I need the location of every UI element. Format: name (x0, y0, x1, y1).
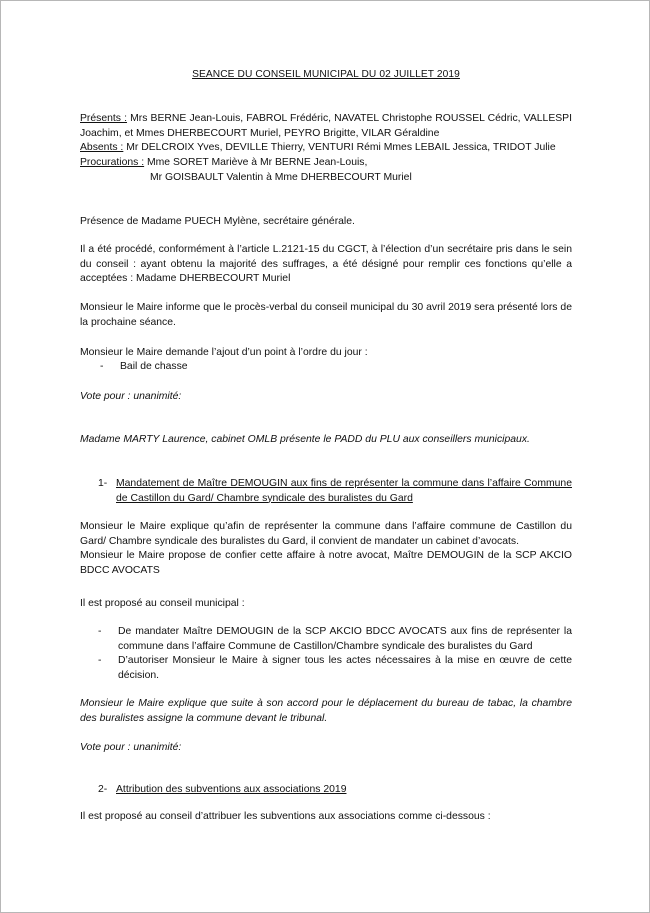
pv-info: Monsieur le Maire informe que le procès-verbal du conseil municipal du 30 avril 2019 sera présenté lors de la prochaine séance. (80, 302, 572, 328)
secretary-presence: Présence de Madame PUECH Mylène, secrétaire générale. (80, 216, 355, 227)
absents-label: Absents : (80, 142, 124, 153)
section-2-number: 2- (98, 784, 108, 795)
document-title: SEANCE DU CONSEIL MUNICIPAL DU 02 JUILLET 2019 (192, 69, 460, 80)
presents-label: Présents : (80, 113, 128, 124)
bullet-dash: - (100, 361, 104, 372)
section-2-proposal: Il est proposé au conseil d’attribuer les subventions aux associations comme ci-dessous : (80, 811, 491, 822)
presents-line (80, 112, 572, 141)
section-2-heading (98, 783, 572, 798)
bullet-dash: - (98, 626, 102, 637)
section-1-vote: Vote pour : unanimité: (80, 742, 182, 753)
absents-line (80, 141, 572, 156)
bullet-dash: - (98, 655, 102, 666)
section-1-para-1: Monsieur le Maire explique qu’afin de représenter la commune dans l’affaire commune de Castillon du Gard/ Chambre syndicale des buralistes du Gard, il convient de mandater un cabinet d’avocats. (80, 521, 572, 547)
section-1-para-2: Monsieur le Maire propose de confier cette affaire à notre avocat, Maître DEMOUGIN de la SCP AKCIO BDCC AVOCATS (80, 550, 572, 576)
section-1-proposal: Il est proposé au conseil municipal : (80, 598, 245, 609)
agenda-item (80, 360, 572, 375)
section-1-note: Monsieur le Maire explique que suite à son accord pour le déplacement du bureau de tabac, la chambre des buralistes assigne la commune devant le tribunal. (80, 698, 572, 724)
vote-1: Vote pour : unanimité: (80, 391, 182, 402)
padd-presentation: Madame MARTY Laurence, cabinet OMLB présente le PADD du PLU aux conseillers municipaux. (80, 434, 530, 445)
absents-text: Mr DELCROIX Yves, DEVILLE Thierry, VENTURI Rémi Mmes LEBAIL Jessica, TRIDOT Julie (123, 142, 556, 153)
procurations-label: Procurations : (80, 157, 145, 168)
section-1-heading (98, 477, 572, 506)
procurations-text-2: Mr GOISBAULT Valentin à Mme DHERBECOURT Muriel (150, 172, 412, 183)
section-1-bullet-2 (98, 654, 572, 683)
bullet-text: D’autoriser Monsieur le Maire à signer tous les actes nécessaires à la mise en œuvre de cette décision. (118, 655, 572, 681)
procurations-line (80, 156, 572, 171)
section-1-title: Mandatement de Maître DEMOUGIN aux fins de représenter la commune dans l’affaire Commune de Castillon du Gard/ Chambre syndicale des buralistes du Gard (116, 478, 572, 504)
agenda-add: Monsieur le Maire demande l’ajout d’un point à l’ordre du jour : (80, 347, 368, 358)
section-1-bullet-1 (98, 625, 572, 654)
procurations-text-1: Mme SORET Mariève à Mr BERNE Jean-Louis, (144, 157, 368, 168)
secretary-election: Il a été procédé, conformément à l’article L.2121-15 du CGCT, à l’élection d’un secrétaire pris dans le sein du conseil : ayant obtenu la majorité des suffrages, a été désigné pour remplir ces fonctions qu’elle a acceptées : Madame DHERBECOURT Muriel (80, 244, 572, 284)
agenda-item-text: Bail de chasse (120, 361, 188, 372)
section-1-number: 1- (98, 478, 108, 489)
bullet-text: De mandater Maître DEMOUGIN de la SCP AKCIO BDCC AVOCATS aux fins de représenter la commune dans l’affaire Commune de Castillon/Chambre syndicale des buralistes du Gard (118, 626, 572, 652)
section-2-title: Attribution des subventions aux associations 2019 (116, 784, 347, 795)
presents-text: Mrs BERNE Jean-Louis, FABROL Frédéric, NAVATEL Christophe ROUSSEL Cédric, VALLESPI Joachim, et Mmes DHERBECOURT Muriel, PEYRO Brigitte, VILAR Géraldine (80, 113, 573, 139)
